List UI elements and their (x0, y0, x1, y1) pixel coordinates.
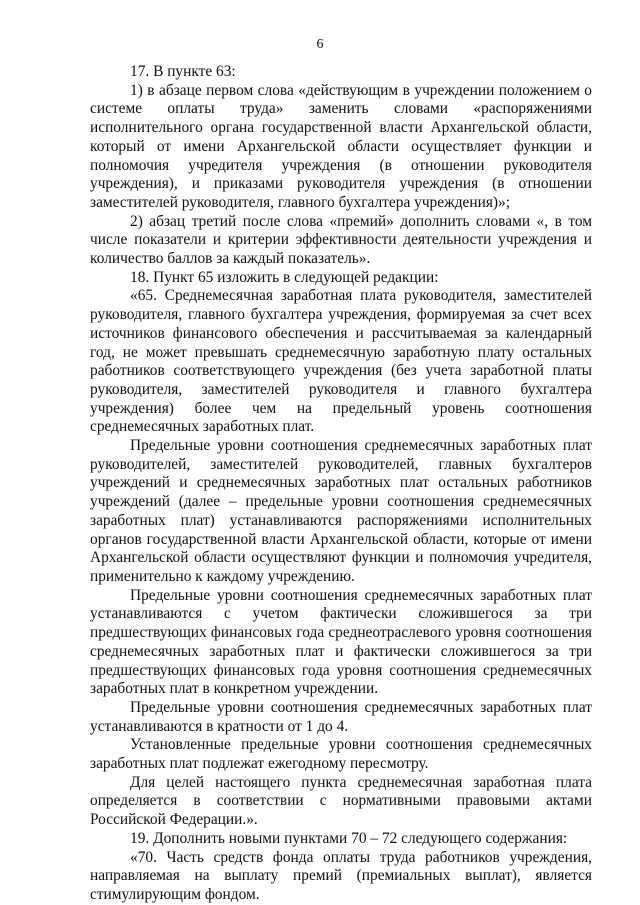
paragraph-average-salary-definition: Для целей настоящего пункта среднемесячная заработная плата определяется в соответствии с нормативными правовыми актами Российской Федерации.». (90, 773, 592, 829)
paragraph-limit-levels-ratio: Предельные уровни соотношения среднемесячных заработных плат устанавливаются в кратности от 1 до 4. (90, 698, 592, 735)
paragraph-limit-levels: Предельные уровни соотношения среднемесячных заработных плат руководителей, заместителей руководителей, главных бухгалтеров учреждений и среднемесячных заработных плат остальных работников учреждений (далее – предельные уровни соотношения среднемесячных заработных плат) устанавливаются распоряжениями исполнительных органов государственной власти Архангельской области, которые от имени Архангельской области осуществляют функции и полномочия учредителя, применительно к каждому учреждению. (90, 437, 592, 585)
paragraph-item-17: 17. В пункте 63: (130, 63, 236, 80)
paragraph-point-70: «70. Часть средств фонда оплаты труда работников учреждения, направляемая на выплату премий (премиальных выплат), является стимулирующим фондом. (90, 848, 592, 903)
paragraph-item-19: 19. Дополнить новыми пунктами 70 – 72 следующего содержания: (130, 829, 568, 847)
paragraph-point-65: «65. Среднемесячная заработная плата руководителя, заместителей руководителя, главного бухгалтера учреждения, формируемая за счет всех источников финансового обеспечения и рассчитываемая за календарный год, не может превышать среднемесячную заработную плату остальных работников соответствующего учреждения (без учета заработной платы руководителя, заместителей руководителя и главного бухгалтера учреждения) более чем на предельный уровень соотношения среднемесячных заработных плат. (90, 287, 592, 436)
paragraph-subitem-1: 1) в абзаце первом слова «действующим в учреждении положением о системе оплаты труда» заменить словами «распоряжениями исполнительного органа государственной власти Архангельской области, который от имени Архангельской области осуществляет функции и полномочия учредителя учреждения (в отношении руководителя учреждения), и приказами руководителя учреждения (в отношении заместителей руководителя, главного бухгалтера учреждения)»; (90, 81, 592, 211)
paragraph-limit-levels-review: Установленные предельные уровни соотношения среднемесячных заработных плат подлежат ежегодному пересмотру. (90, 736, 592, 773)
document-body (90, 63, 592, 905)
paragraph-limit-levels-basis: Предельные уровни соотношения среднемесячных заработных плат устанавливаются с учетом фактически сложившегося за три предшествующих финансовых года среднеотраслевого уровня соотношения среднемесячных заработных плат и фактически сложившегося за три предшествующих финансовых года уровня соотношения среднемесячных заработных плат в конкретном учреждении. (90, 586, 592, 698)
paragraph-subitem-2: 2) абзац третий после слова «премий» дополнить словами «, в том числе показатели и критерии эффективности деятельности учреждения и количество баллов за каждый показатель». (90, 212, 592, 268)
paragraph-item-18: 18. Пункт 65 изложить в следующей редакции: (130, 268, 439, 286)
page-number: 6 (316, 37, 324, 52)
